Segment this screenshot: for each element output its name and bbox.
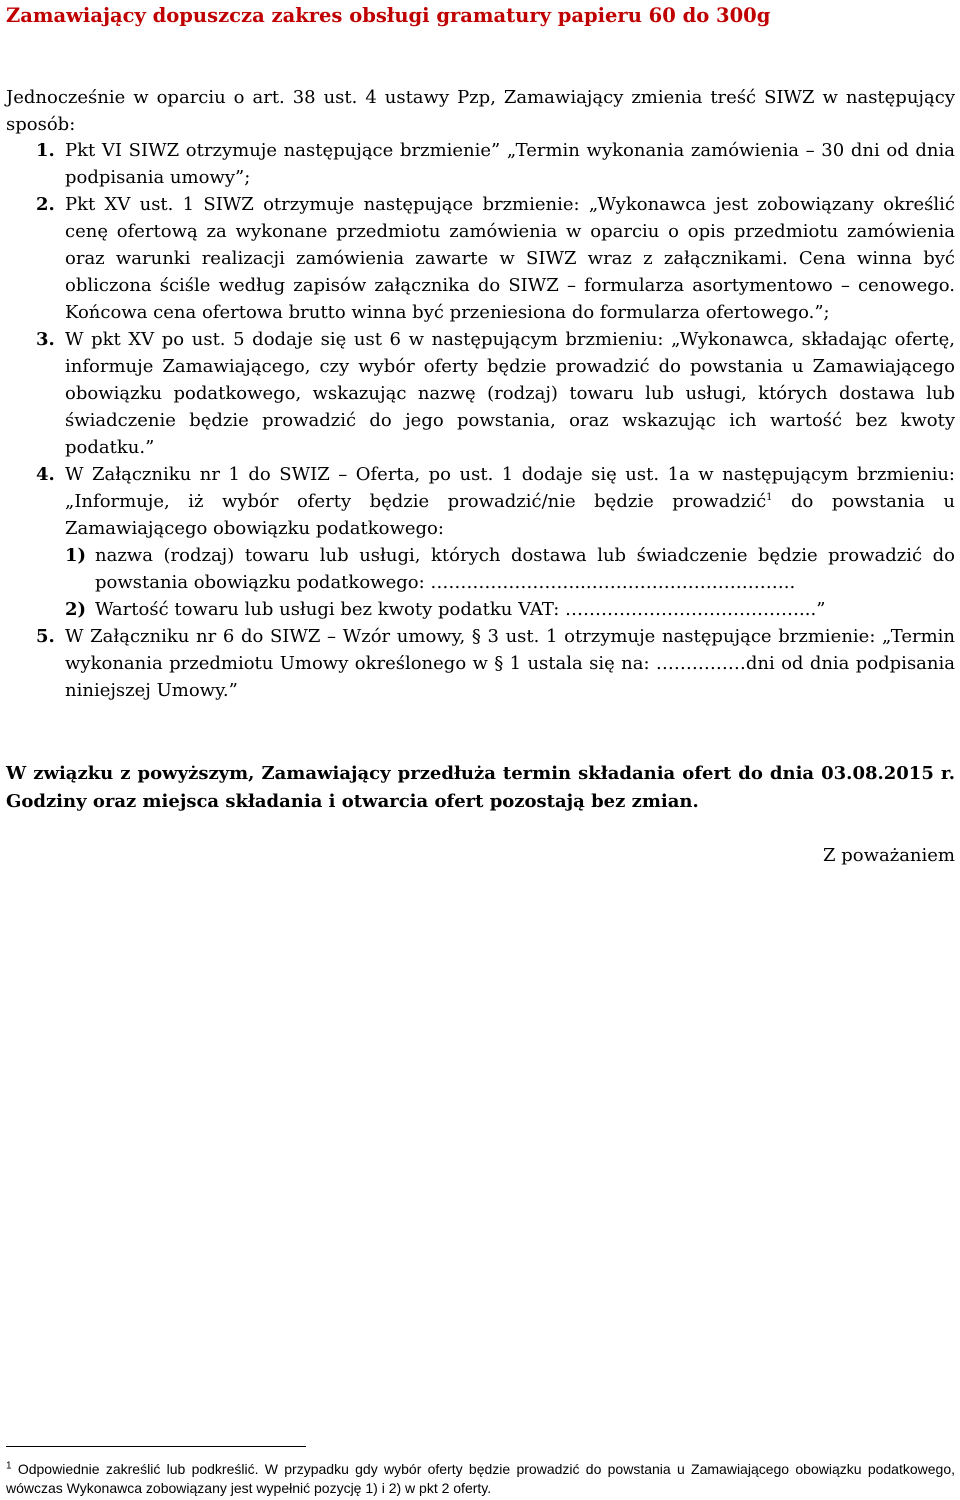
list-item — [6, 191, 955, 326]
list-item-number: 5. — [36, 626, 55, 647]
sub-list-item-text: Wartość towaru lub usługi bez kwoty podatku VAT: …………………………………...” — [95, 599, 826, 620]
sub-list-item — [65, 596, 955, 623]
intro-paragraph: Jednocześnie w oparciu o art. 38 ust. 4 ustawy Pzp, Zamawiający zmienia treść SIWZ w następujący sposób: — [6, 87, 955, 135]
list-item-text-part: W Załączniku nr 1 do SWIZ – Oferta, po ust. 1 dodaje się ust. 1a w następującym brzmieniu: „Informuje, iż wybór oferty będzie prowadzić/nie będzie prowadzić — [65, 464, 955, 512]
list-item — [6, 623, 955, 704]
list-item-number: 2. — [36, 194, 55, 215]
list-item-text: Pkt VI SIWZ otrzymuje następujące brzmienie” „Termin wykonania zamówienia – 30 dni od dnia podpisania umowy”; — [65, 140, 955, 188]
sub-list-item-number: 2) — [65, 599, 87, 620]
sub-list-item-number: 1) — [65, 545, 87, 566]
sub-list-item — [65, 542, 955, 596]
list-item-text: W Załączniku nr 6 do SIWZ – Wzór umowy, § 3 ust. 1 otrzymuje następujące brzmienie: „Termin wykonania przedmiotu Umowy określonego w § 1 ustala się na: ……………dni od dnia podpisania niniejszej Umowy.” — [65, 626, 955, 701]
closing-salutation: Z poważaniem — [822, 845, 955, 866]
list-item — [6, 461, 955, 542]
list-item-number: 4. — [36, 464, 55, 485]
conclusion-paragraph: W związku z powyższym, Zamawiający przedłuża termin składania ofert do dnia 03.08.2015 r. Godziny oraz miejsca składania i otwarcia ofert pozostają bez zmian. — [6, 763, 955, 812]
list-item-text: Pkt XV ust. 1 SIWZ otrzymuje następujące brzmienie: „Wykonawca jest zobowiązany określić cenę ofertową za wykonane przedmiotu zamówienia w oparciu o opis przedmiotu zamówienia oraz warunki realizacji zamówienia zawarte w SIWZ wraz z załącznikami. Cena winna być obliczona ściśle według zapisów załącznika do SIWZ – formularza asortymentowo – cenowego. Końcowa cena ofertowa brutto winna być przeniesiona do formularza ofertowego.”; — [65, 194, 955, 323]
list-item — [6, 326, 955, 461]
list-item-text-part: do powstania u Zamawiającego obowiązku podatkowego: — [65, 491, 955, 539]
footnote-reference[interactable]: 1 — [766, 492, 773, 503]
footnote-text: Odpowiednie zakreślić lub podkreślić. W przypadku gdy wybór oferty będzie prowadzić do powstania u Zamawiającego obowiązku podatkowego, wówczas Wykonawca zobowiązany jest wypełnić pozycję 1) i 2) w pkt 2 oferty. — [6, 1461, 955, 1496]
amendments-list — [6, 137, 955, 704]
footnote — [6, 1460, 955, 1498]
list-item-text — [65, 461, 955, 542]
list-item-number: 1. — [36, 140, 55, 161]
footnote-separator — [6, 1446, 306, 1447]
footnote-marker: 1 — [6, 1460, 12, 1472]
list-item — [6, 137, 955, 191]
document-heading: Zamawiający dopuszcza zakres obsługi gramatury papieru 60 do 300g — [6, 4, 771, 27]
list-item-text: W pkt XV po ust. 5 dodaje się ust 6 w następującym brzmieniu: „Wykonawca, składając ofertę, informuje Zamawiającego, czy wybór oferty będzie prowadzić do powstania u Zamawiającego obowiązku podatkowego, wskazując nazwę (rodzaj) towaru lub usługi, których dostawa lub świadczenie będzie prowadzić do jego powstania, oraz wskazując ich wartość bez kwoty podatku.” — [65, 329, 955, 458]
sub-list-item-text: nazwa (rodzaj) towaru lub usługi, których dostawa lub świadczenie będzie prowadzić do powstania obowiązku podatkowego: ……………………..…………………………….. — [95, 545, 955, 593]
list-item-number: 3. — [36, 329, 55, 350]
